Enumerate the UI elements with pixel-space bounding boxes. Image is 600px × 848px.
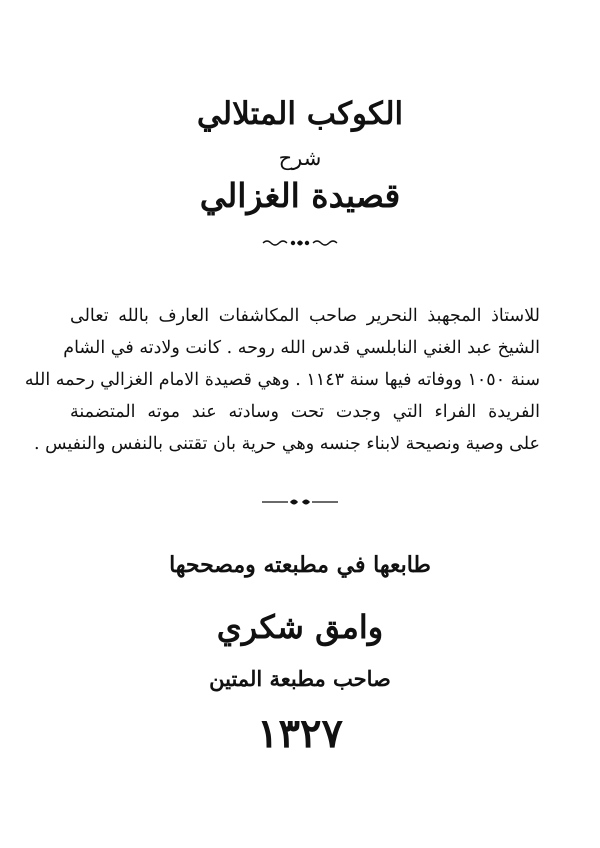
press-owner: صاحب مطبعة المتين (209, 666, 391, 691)
description-line-2: الشيخ عبد الغني النابلسي قدس الله روحه . كانت ولادته في الشام (63, 338, 540, 358)
description-line-1: للاستاذ المجهبذ النحرير صاحب المكاشفات العارف بالله تعالى (70, 306, 540, 326)
book-subtitle: قصيدة الغزالي (199, 176, 401, 215)
description-line-5: على وصية ونصيحة لابناء جنسه وهي حرية بان تقتنى بالنفس والنفيس . (33, 434, 540, 454)
book-title: الكوكب المتلالي (196, 96, 404, 132)
ornament-divider-top (261, 236, 339, 250)
printer-name: وامق شكري (216, 608, 384, 646)
ornament-divider-bottom (260, 496, 340, 508)
description-block (24, 300, 540, 460)
publication-year: ١٣٢٧ (257, 710, 343, 757)
printer-label: طابعها في مطبعته ومصححها (169, 552, 431, 578)
sharh-label: شرح (278, 146, 322, 170)
description-line-3: سنة ١٠٥٠ ووفاته فيها سنة ١١٤٣ . وهي قصيدة الامام الغزالي رحمه الله (24, 370, 540, 390)
description-line-4: الفريدة الفراء التي وجدت تحت وسادته عند موته المتضمنة (70, 402, 540, 422)
